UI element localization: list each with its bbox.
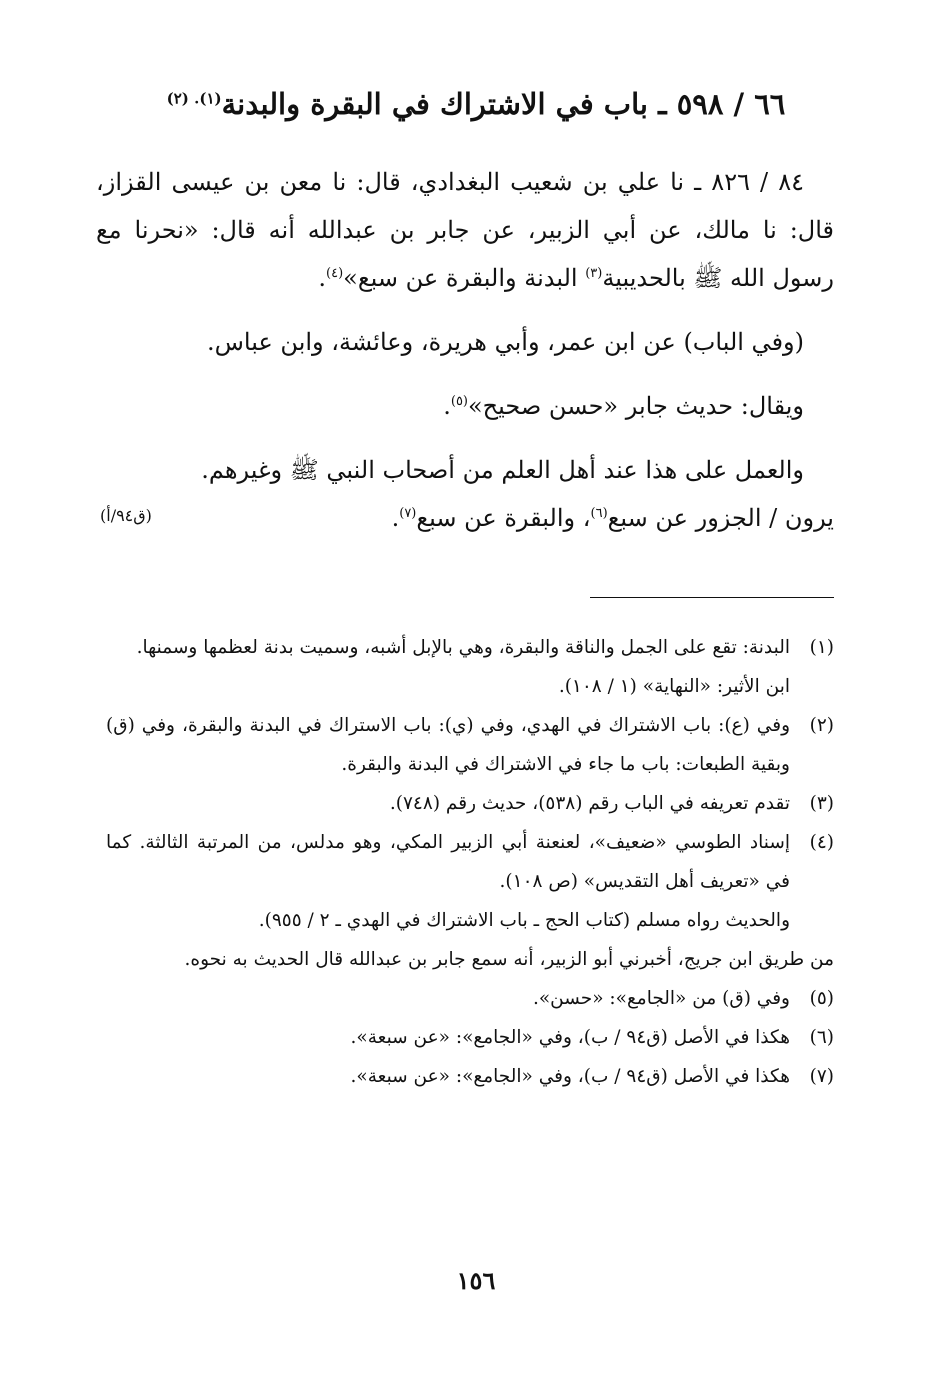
footnote-ref-7[interactable]: (٧) <box>399 506 417 521</box>
page-number: ١٥٦ <box>456 1266 496 1295</box>
footnote-4-continuation-2: من طريق ابن جريج، أخبرني أبو الزبير، أنه سمع جابر بن عبدالله قال الحديث به نحوه. <box>184 949 834 970</box>
footnote-number: (٧) <box>809 1066 834 1087</box>
footnote-4 <box>106 823 834 901</box>
footnote-number: (٢) <box>809 715 834 736</box>
footnote-number: (٦) <box>809 1027 834 1048</box>
footnote-ref-1[interactable]: (١) <box>199 89 222 108</box>
practice-paragraph <box>96 446 834 542</box>
footnote-separator <box>590 597 834 598</box>
footnote-number: (٥) <box>809 988 834 1009</box>
chapter-heading <box>110 82 842 126</box>
footnote-ref-6[interactable]: (٦) <box>590 506 608 521</box>
footnote-text: هكذا في الأصل (ق٩٤ / ب)، وفي «الجامع»: «عن سبعة». <box>350 1027 790 1048</box>
footnote-1-citation: ابن الأثير: «النهاية» (١ / ١٠٨). <box>558 676 790 697</box>
footnote-3 <box>106 784 834 823</box>
hadith-text-end: البدنة والبقرة عن سبع» <box>343 264 586 292</box>
chapter-title: ٦٦ / ٥٩٨ ـ باب في الاشتراك في البقرة والبدنة <box>221 87 786 121</box>
footnote-text: البدنة: تقع على الجمل والناقة والبقرة، وهي بالإبل أشبه، وسميت بدنة لعظمها وسمنها. <box>136 637 790 658</box>
footnote-ref-2[interactable]: . (٢) <box>166 89 200 108</box>
footnote-1 <box>106 628 834 667</box>
bab-paragraph <box>96 318 834 366</box>
footnotes <box>106 628 834 1096</box>
footnote-ref-5[interactable]: (٥) <box>450 394 468 409</box>
footnote-5 <box>106 979 834 1018</box>
practice-text-3: ، والبقرة عن سبع <box>416 504 591 532</box>
footnote-text: هكذا في الأصل (ق٩٤ / ب)، وفي «الجامع»: «عن سبعة». <box>350 1066 790 1087</box>
footnote-2 <box>106 706 834 784</box>
manuscript-folio-marker: (ق٩٤/أ) <box>100 506 152 525</box>
hadith-paragraph <box>96 158 834 302</box>
grading-paragraph <box>96 382 834 430</box>
footnote-number: (٤) <box>809 832 834 853</box>
bab-text: (وفي الباب) عن ابن عمر، وأبي هريرة، وعائشة، وابن عباس. <box>207 328 804 356</box>
period: . <box>443 392 451 420</box>
grading-text: ويقال: حديث جابر «حسن صحيح» <box>468 392 804 420</box>
period: . <box>318 264 327 292</box>
footnote-number: (١) <box>809 637 834 658</box>
footnote-text: وفي (ع): باب الاشتراك في الهدي، وفي (ي): باب الاستراك في البدنة والبقرة، وفي (ق) وبقية الطبعات: باب ما جاء في الاشتراك في البدنة والبقرة. <box>106 715 790 775</box>
footnote-text: تقدم تعريفه في الباب رقم (٥٣٨)، حديث رقم (٧٤٨). <box>389 793 790 814</box>
hadith-text: ٨٤ / ٨٢٦ ـ نا علي بن شعيب البغدادي، قال: نا معن بن عيسى القزاز، قال: نا مالك، عن أبي الزبير، عن جابر بن عبدالله أنه قال: «نحرنا مع رسول الله ﷺ بالحديبية <box>96 168 834 292</box>
period: . <box>391 504 400 532</box>
main-text <box>96 158 834 542</box>
footnote-number: (٣) <box>809 793 834 814</box>
footnote-4-continuation-1: والحديث رواه مسلم (كتاب الحج ـ باب الاشتراك في الهدي ـ ٢ / ٩٥٥). <box>258 910 790 931</box>
footnote-6 <box>106 1018 834 1057</box>
footnote-ref-4[interactable]: (٤) <box>326 266 344 281</box>
footnote-text: وفي (ق) من «الجامع»: «حسن». <box>532 988 790 1009</box>
practice-text-2: يرون / الجزور عن سبع <box>607 504 834 532</box>
footnote-ref-3[interactable]: (٣) <box>585 266 603 281</box>
practice-text: والعمل على هذا عند أهل العلم من أصحاب النبي ﷺ وغيرهم. <box>201 456 804 484</box>
footnote-7 <box>106 1057 834 1096</box>
footnote-text: إسناد الطوسي «ضعيف»، لعنعنة أبي الزبير المكي، وهو مدلس، من المرتبة الثالثة. كما في «تعريف أهل التقديس» (ص ١٠٨). <box>106 832 790 892</box>
